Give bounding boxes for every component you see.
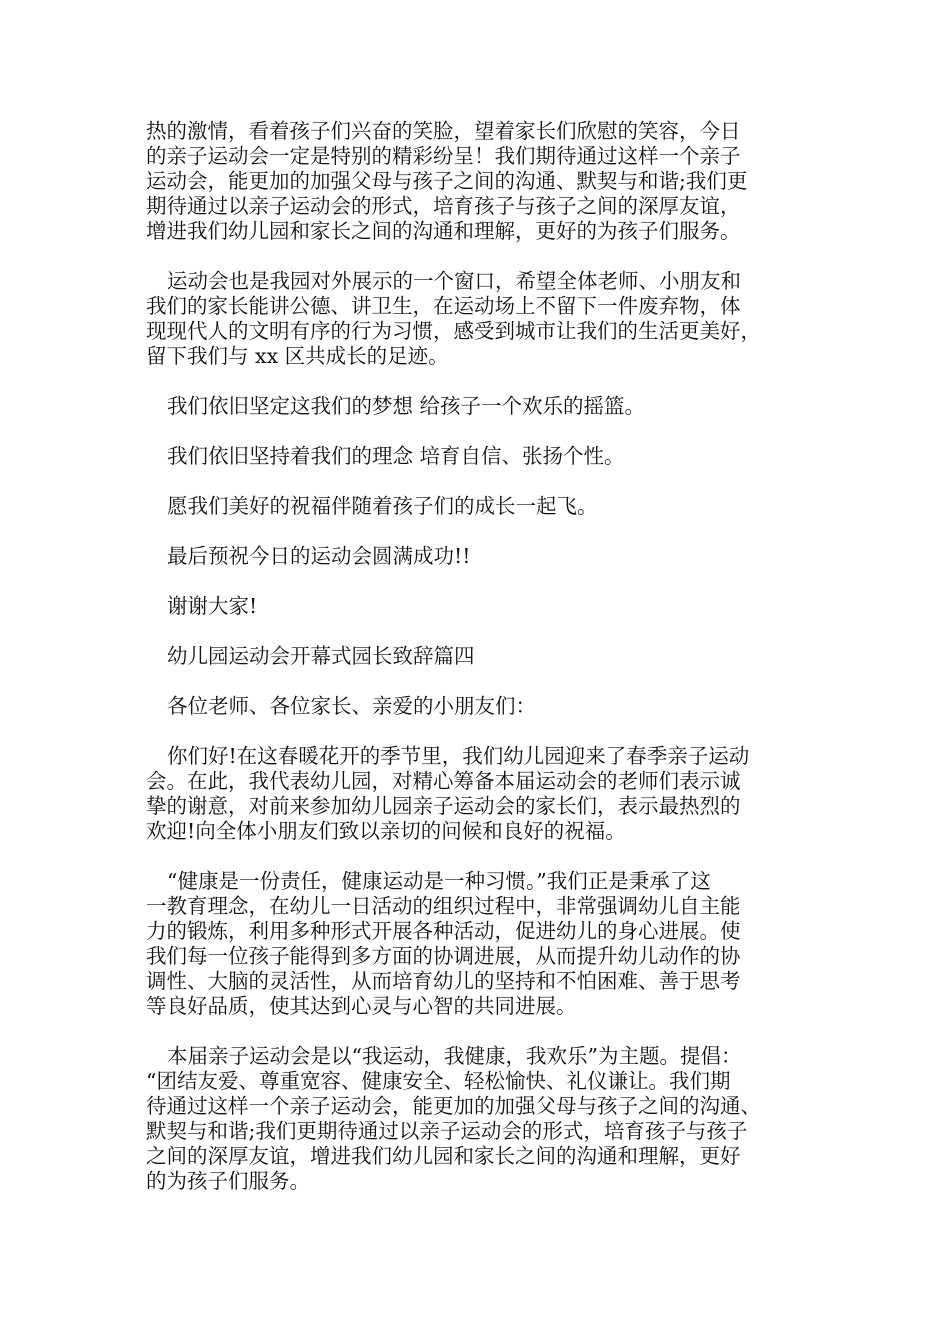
paragraph-philosophy: 我们依旧坚持着我们的理念 培育自信、张扬个性。 [167, 444, 625, 468]
paragraph-dream: 我们依旧坚定这我们的梦想 给孩子一个欢乐的摇篮。 [167, 394, 646, 418]
paragraph-wish-success: 最后预祝今日的运动会圆满成功!! [167, 544, 471, 568]
paragraph-thanks: 谢谢大家! [167, 594, 258, 618]
paragraph-health-philosophy: “健康是一份责任，健康运动是一种习惯。”我们正是秉承了这 一教育理念，在幼儿一日活动的组织过程中，非常强调幼儿自主能 力的锻炼，利用多种形式开展各种活动，促进幼儿的身心进展。使 我们每一位孩子能得到多方面的协调进展，从而提升幼儿动作的协 调性、大脑的灵活性，从而培育幼儿的坚持和不怕困难、善于思考 等良好品质，使其达到心灵与心智的共同进展。 [146, 869, 741, 1018]
paragraph-civic-behavior: 运动会也是我园对外展示的一个窗口，希望全体老师、小朋友和 我们的家长能讲公德、讲卫生，在运动场上不留下一件废弃物，体 现现代人的文明有序的行为习惯，感受到城市让我们的生活更美好， 留下我们与 xx 区共成长的足迹。 [146, 269, 761, 368]
paragraph-blessing: 愿我们美好的祝福伴随着孩子们的成长一起飞。 [167, 494, 598, 518]
paragraph-continuation: 热的激情，看着孩子们兴奋的笑脸，望着家长们欣慰的笑容，今日 的亲子运动会一定是特别的精彩纷呈！我们期待通过这样一个亲子 运动会，能更加的加强父母与孩子之间的沟通、默契与和谐;我们更 期待通过以亲子运动会的形式，培育孩子与孩子之间的深厚友谊， 增进我们幼儿园和家长之间的沟通和理解，更好的为孩子们服务。 [146, 119, 748, 243]
paragraph-theme: 本届亲子运动会是以“我运动，我健康，我欢乐”为主题。提倡： “团结友爱、尊重宽容、健康安全、轻松愉快、礼仪谦让。我们期 待通过这样一个亲子运动会，能更加的加强父母与孩子之间的沟通、 默契与和谐;我们更期待通过以亲子运动会的形式，培育孩子与孩子 之间的深厚友谊，增进我们幼儿园和家长之间的沟通和理解，更好 的为孩子们服务。 [146, 1044, 761, 1193]
paragraph-salutation: 各位老师、各位家长、亲爱的小朋友们： [167, 694, 536, 718]
document-page [146, 119, 820, 1219]
section-heading: 幼儿园运动会开幕式园长致辞篇四 [167, 644, 475, 668]
paragraph-welcome: 你们好!在这春暖花开的季节里，我们幼儿园迎来了春季亲子运动 会。在此，我代表幼儿园，对精心筹备本届运动会的老师们表示诚 挚的谢意，对前来参加幼儿园亲子运动会的家长们，表示最热烈的 欢迎!向全体小朋友们致以亲切的问候和良好的祝福。 [146, 744, 750, 843]
